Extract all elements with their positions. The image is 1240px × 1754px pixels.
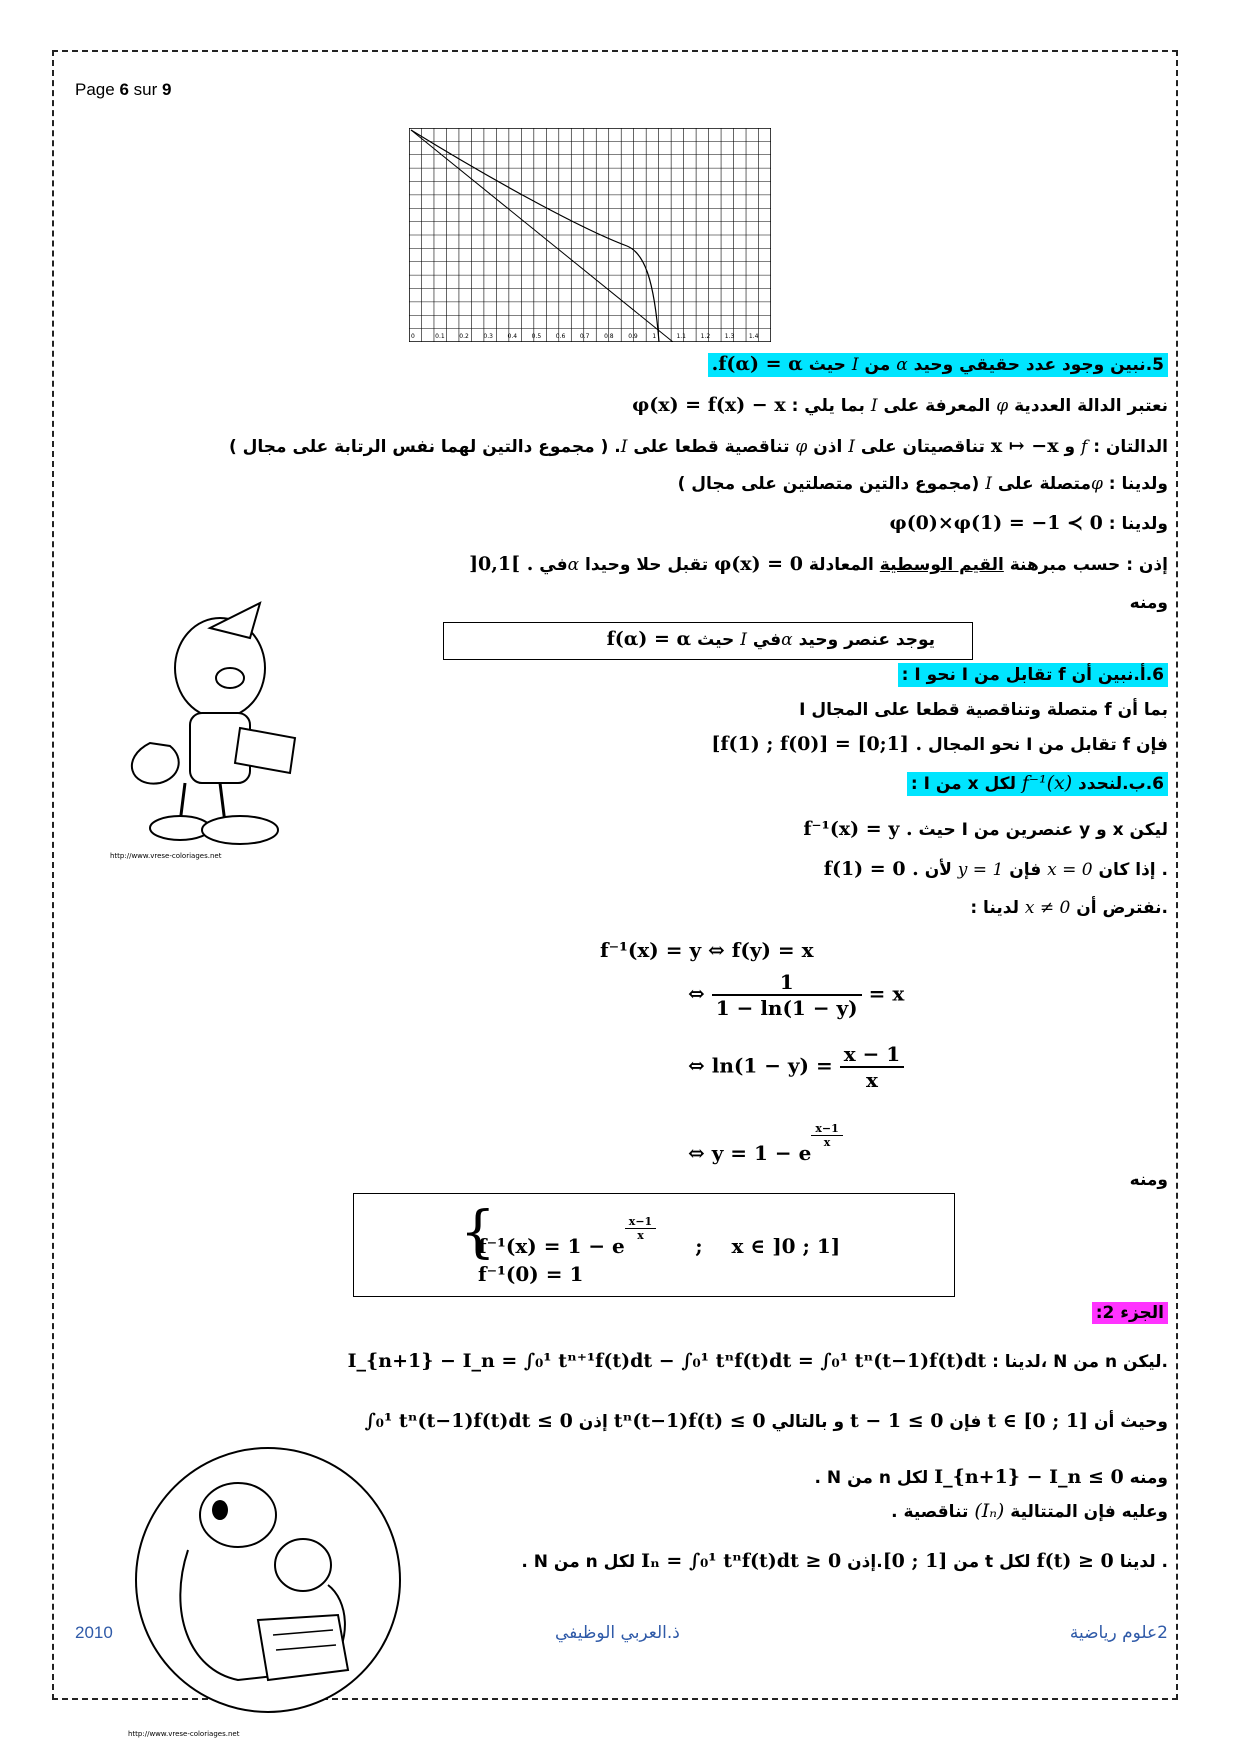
part6b-hence: ومنه [1129, 1170, 1168, 1190]
part6b-line3: .نفترض أن x ≠ 0 لدينا : [970, 898, 1168, 918]
x-tick-label: 0.9 [628, 333, 638, 340]
derivation-step-1: f⁻¹(x) = y ⇔ f(y) = x [600, 938, 814, 962]
part5-title: 5.نبين وجود عدد حقيقي وحيد α من I حيث .f(α) = α [708, 353, 1168, 375]
part2-line2: وحيث أن t ∈ [0 ; 1] فإن t − 1 ≤ 0 و بالتالي tⁿ(t−1)f(t) ≤ 0 إذن ∫₀¹ tⁿ(t−1)f(t)dt ≤ 0 [364, 1410, 1168, 1432]
x-tick-label: 1 [652, 333, 657, 340]
part5-line1: نعتبر الدالة العددية φ المعرفة على I بما يلي : φ(x) = f(x) − x [632, 394, 1168, 416]
cartoon-illustration-bottom [128, 1440, 408, 1740]
x-tick-label: 1.1 [676, 333, 687, 340]
page-number: Page 6 sur 9 [75, 80, 172, 99]
system-brace: { [460, 1200, 496, 1265]
x-tick-label: 0.5 [531, 333, 542, 340]
part5-hence: ومنه [1129, 593, 1168, 613]
x-tick-label: 0.1 [435, 333, 445, 340]
part6b-line2: . إذا كان x = 0 فإن y = 1 لأن f(1) = 0 . [823, 858, 1168, 880]
x-tick-label: 0.3 [483, 333, 493, 340]
result-line-1: f⁻¹(x) = 1 − e $\frac{x-1}{x}$ ; x ∈ ]0 ; 1] [478, 1215, 841, 1258]
part2-line4: وعليه فإن المتتالية (Iₙ) تناقصية . [891, 1500, 1168, 1522]
svg-text:http://www.vrese-coloriages.ne: http://www.vrese-coloriages.net [128, 1730, 240, 1738]
part5-result: يوجد عنصر وحيد αفي I حيث f(α) = α [606, 628, 935, 650]
svg-text:http://www.vrese-coloriages.ne: http://www.vrese-coloriages.net [110, 852, 222, 860]
result-line-2: f⁻¹(0) = 1 [478, 1262, 584, 1286]
x-tick-label: 1.2 [700, 333, 711, 340]
x-tick-label: 1.4 [748, 333, 759, 340]
part5-line4: ولدينا : φ(0)×φ(1) = −1 ≺ 0 [889, 512, 1168, 534]
part2-line1: .ليكن n من N ،لدينا : I_{n+1} − I_n = ∫₀¹ tⁿ⁺¹f(t)dt − ∫₀¹ tⁿf(t)dt = ∫₀¹ tⁿ(t−1)f(t)dt [347, 1350, 1168, 1372]
x-tick-label: 0.6 [555, 333, 566, 340]
x-tick-label: 0.8 [604, 333, 614, 340]
x-tick-label: 1.3 [724, 333, 735, 340]
x-tick-label: 0.4 [507, 333, 518, 340]
x-tick-label: 0 [411, 333, 415, 340]
footer-author: ذ.العربي الوظيفي [555, 1623, 680, 1643]
derivation-step-4: ⇔ y = 1 − e $\frac{x-1}{x}$ [688, 1122, 843, 1165]
x-tick-label: 0.7 [579, 333, 590, 340]
cartoon-illustration-top [110, 598, 310, 860]
part5-line3: ولدينا : φمتصلة على I (مجموع دالتين متصلتين على مجال ) [677, 474, 1168, 494]
part6a-line2: فإن f تقابل من I نحو المجال [f(1) ; f(0)] = [0;1] . [711, 733, 1168, 755]
part2-line5: . لدينا f(t) ≥ 0 لكل t من [0 ; 1].إذن Iₙ = ∫₀¹ tⁿf(t)dt ≥ 0 لكل n من N . [521, 1550, 1168, 1572]
x-tick-label: 0.2 [459, 333, 469, 340]
part5-line5: إذن : حسب مبرهنة القيم الوسطية المعادلة φ(x) = 0 تقبل حلا وحيدا αفي ]0,1[ . [469, 553, 1168, 575]
part6a-line1: بما أن f متصلة وتناقصية قطعا على المجال I [799, 700, 1168, 720]
function-graph [409, 128, 771, 342]
footer-year: 2010 [75, 1623, 113, 1642]
part2-line3: ومنه I_{n+1} − I_n ≤ 0 لكل n من N . [814, 1466, 1168, 1488]
derivation-step-3: ⇔ ln(1 − y) = $\frac{x - 1}{x}$ [688, 1042, 904, 1092]
part2-label: الجزء 2: [1092, 1303, 1168, 1323]
part6b-line1: ليكن x و y عنصرين من I حيث f⁻¹(x) = y . [803, 818, 1168, 840]
part5-line2: الدالتان : f و x ↦ −x تناقصيتان على I اذن φ تناقصية قطعا على I. ( مجموع دالتين لهما نفس الرتابة على مجال ) [228, 435, 1168, 457]
derivation-step-2: ⇔ $\frac{1}{1 - \ln(1 - y)}$ = x [688, 970, 905, 1020]
part6a-title: 6.أ.نبين أن f تقابل من I نحو I : [898, 665, 1168, 685]
footer-class: 2علوم رياضية [1069, 1623, 1168, 1643]
part6b-title: 6.ب.لنحدد f⁻¹(x) لكل x من I : [907, 772, 1168, 794]
